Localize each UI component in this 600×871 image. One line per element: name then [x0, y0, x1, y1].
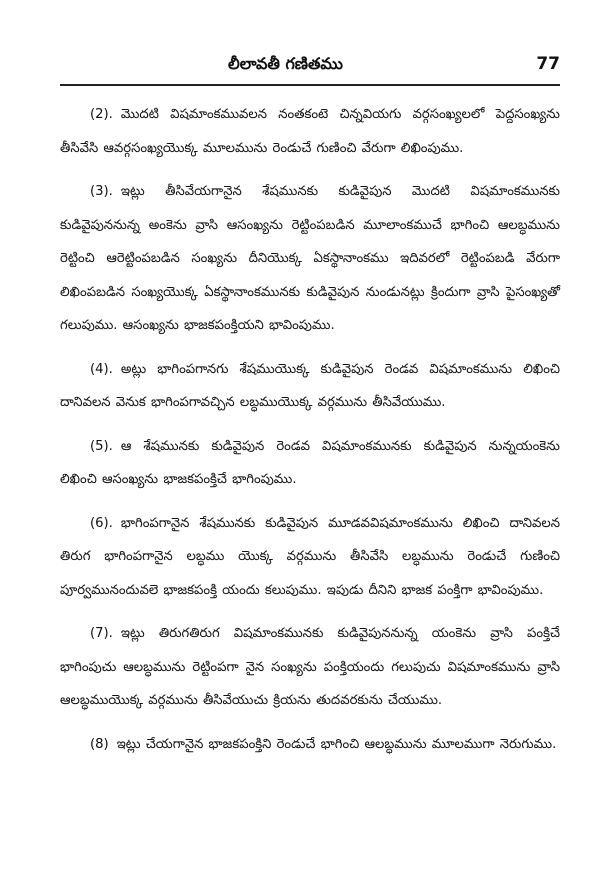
page-header: [60, 44, 560, 86]
paragraph-number: (2).: [90, 107, 113, 122]
paragraph-8: [60, 728, 560, 762]
running-title: లీలావతీ గణితము: [228, 54, 343, 73]
paragraph-3: [60, 175, 560, 343]
paragraph-number: (3).: [90, 184, 113, 199]
header-rule: [60, 84, 560, 86]
paragraph-4: [60, 353, 560, 420]
paragraph-5: [60, 430, 560, 497]
page-number: 77: [536, 54, 560, 74]
paragraph-number: (8): [90, 736, 109, 752]
paragraph-text: భాగింపగానైన శేషమునకు కుడివైపున మూడవవిషమాంకమును లిఖించి దానివలన తిరుగ భాగింపగానైన లబ్ధము యొక్క వర్గమును తీసివేసి లబ్ధమును రెండుచే గుణించి పూర్వమునందువలె భాజకపంక్తి యందు కలుపుము. ఇపుడు దీనిని భాజక పంక్తిగా భావింపుము.: [60, 515, 560, 598]
paragraph-7: [60, 617, 560, 718]
paragraph-text: ఇట్లు చేయగానైన భాజకపంక్తిని రెండుచే భాగించి ఆలబ్ధమును మూలముగా నెరుగుము.: [116, 736, 557, 752]
paragraph-number: (7).: [90, 626, 113, 641]
paragraph-text: ఇట్లు తిరుగతిరుగ విషమాంకమునకు కుడివైపుననున్న యంకెను వ్రాసి పంక్తిచే భాగింపుచు ఆలబ్ధమును రెట్టింపగా నైన సంఖ్యను పంక్తియందు గలుపుచు విషమాంకమును వ్రాసి ఆలబ్ధముయొక్క వర్గమును తీసివేయుచు క్రియను తుదవరకును చేయుము.: [60, 626, 560, 708]
paragraph-number: (5).: [90, 438, 113, 454]
page-body: [60, 98, 560, 771]
paragraph-text: మొదటి విషమాంకమువలన నంతకంటె చిన్నవియగు వర్గసంఖ్యలలో పెద్దసంఖ్యను తీసివేసి ఆవర్గసంఖ్యయొక్క మూలమును రెండుచే గుణించి వేరుగా లిఖింపుము.: [60, 107, 560, 156]
paragraph-6: [60, 507, 560, 608]
paragraph-text: అట్లు భాగింపగానగు శేషముయొక్క కుడివైపున రెండవ విషమాంకమును లిఖించి దానివలన వెనుక భాగింపగావచ్చిన లబ్ధముయొక్క వర్గమును తీసివేయుము.: [60, 361, 560, 410]
paragraph-text: ఇట్లు తీసివేయగానైన శేషమునకు కుడివైపున మొదటి విషమాంకమునకు కుడివైపుననున్న అంకెను వ్రాసి ఆసంఖ్యను రెట్టింపబడిన మూలాంకముచే భాగించి ఆలబ్ధమును రెట్టించి ఆరెట్టింపబడిన సంఖ్యను దీనియొక్క ఏకస్థానాంకము ఇదివరలో రెట్టింపబడి వేరుగా లిఖింపబడిన సంఖ్యయొక్క ఏకస్థానాంకమునకు కుడివైపున నుండునట్లు క్రిందుగా వ్రాసి పైసంఖ్యతో గలుపుము. ఆసంఖ్యను భాజకపంక్తియని భావింపుము.: [60, 184, 560, 333]
paragraph-text: ఆ శేషమునకు కుడివైపున రెండవ విషమాంకమునకు కుడివైపున నున్నయంకెను లిఖించి ఆసంఖ్యను భాజకపంక్తిచే భాగింపుము.: [60, 438, 560, 487]
paragraph-number: (6).: [90, 515, 113, 531]
paragraph-2: [60, 98, 560, 165]
paragraph-number: (4).: [90, 361, 113, 377]
